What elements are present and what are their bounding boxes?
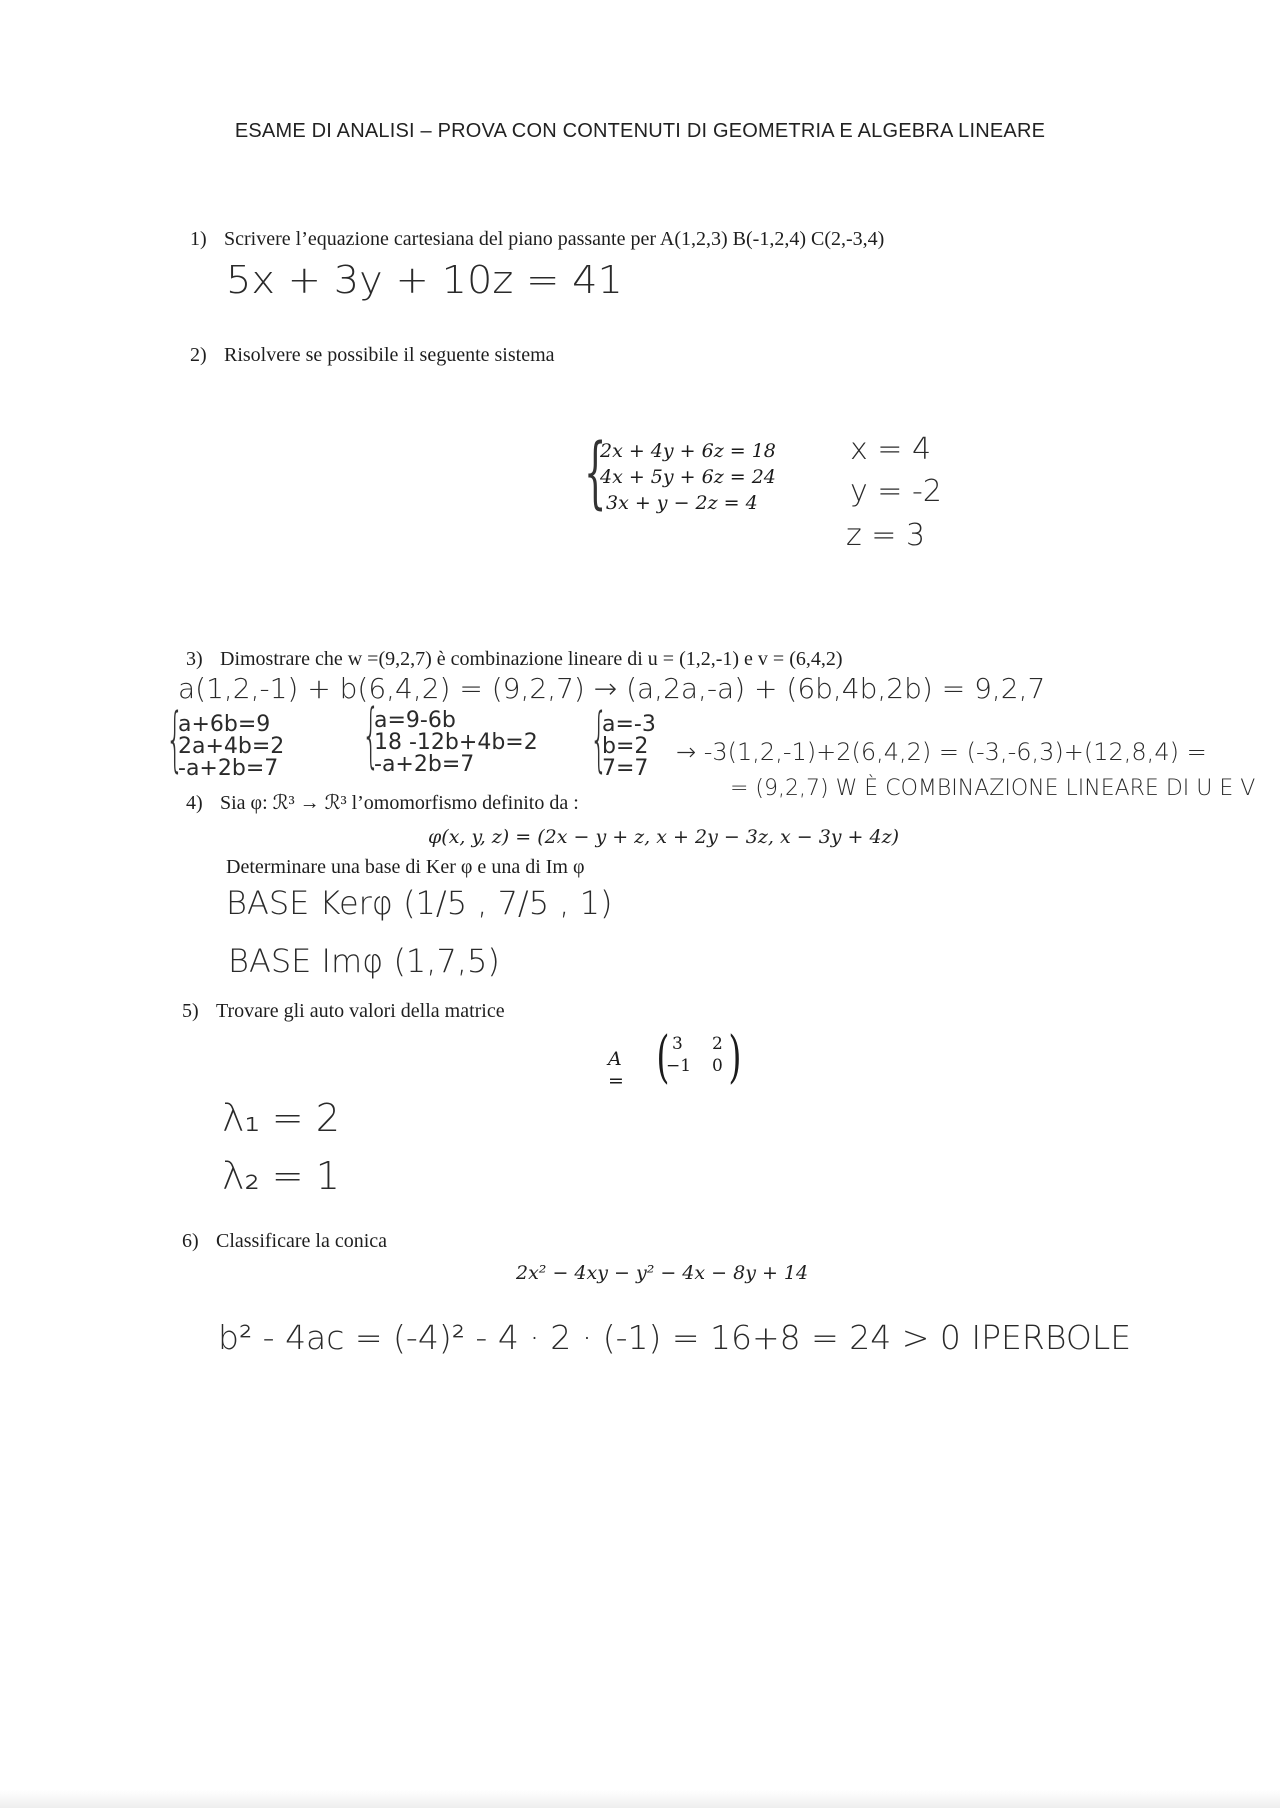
matrix-cell: 0 bbox=[712, 1056, 723, 1076]
answer-5-eigenvalue-1: λ₁ = 2 bbox=[222, 1096, 340, 1140]
answer-2-z: z = 3 bbox=[846, 518, 926, 553]
matrix-cell: 3 bbox=[672, 1034, 683, 1054]
question-4-text-2: Determinare una base di Ker φ e una di Im φ bbox=[226, 856, 585, 878]
system-brace: { bbox=[584, 428, 607, 518]
answer-4-kernel: BASE Kerφ (1/5 , 7/5 , 1) bbox=[226, 884, 613, 922]
question-text: Scrivere l’equazione cartesiana del piano passante per A(1,2,3) B(-1,2,4) C(2,-3,4) bbox=[224, 228, 885, 250]
answer-3-line-1: a(1,2,-1) + b(6,4,2) = (9,2,7) → (a,2a,-a) + (6b,4b,2b) = 9,2,7 bbox=[178, 672, 1046, 705]
question-text: Dimostrare che w =(9,2,7) è combinazione lineare di u = (1,2,-1) e v = (6,4,2) bbox=[220, 648, 843, 670]
system-line: 18 -12b+4b=2 bbox=[374, 730, 538, 755]
answer-3-line-3: = (9,2,7) W È COMBINAZIONE LINEARE DI U E V bbox=[730, 776, 1256, 801]
matrix-cell: −1 bbox=[666, 1056, 692, 1076]
question-text: Classificare la conica bbox=[216, 1230, 388, 1252]
answer-6: b² - 4ac = (-4)² - 4 · 2 · (-1) = 16+8 = 24 > 0 IPERBOLE bbox=[218, 1318, 1132, 1357]
question-number: 5) bbox=[182, 1000, 199, 1022]
question-number: 1) bbox=[190, 228, 207, 250]
system-equation: 3x + y − 2z = 4 bbox=[606, 492, 758, 514]
system-brace: { bbox=[362, 694, 380, 776]
conic-formula: 2x² − 4xy − y² − 4x − 8y + 14 bbox=[516, 1262, 809, 1284]
answer-2-x: x = 4 bbox=[850, 432, 932, 467]
system-equation: 2x + 4y + 6z = 18 bbox=[600, 440, 776, 462]
system-brace: { bbox=[166, 698, 184, 780]
scan-edge bbox=[0, 1790, 1280, 1808]
question-3 bbox=[186, 648, 843, 671]
system-line: a+6b=9 bbox=[178, 712, 271, 737]
homomorphism-formula: φ(x, y, z) = (2x − y + z, x + 2y − 3z, x − 3y + 4z) bbox=[428, 826, 900, 848]
page-title: ESAME DI ANALISI – PROVA CON CONTENUTI DI GEOMETRIA E ALGEBRA LINEARE bbox=[234, 120, 1046, 142]
question-number: 2) bbox=[190, 344, 207, 366]
question-4 bbox=[186, 790, 579, 815]
answer-1: 5x + 3y + 10z = 41 bbox=[226, 258, 623, 302]
question-2 bbox=[190, 344, 555, 367]
matrix-left-paren: ( bbox=[656, 1025, 670, 1090]
question-number: 6) bbox=[182, 1230, 199, 1252]
system-line: -a+2b=7 bbox=[374, 752, 475, 777]
question-number: 4) bbox=[186, 792, 203, 814]
system-line: a=9-6b bbox=[374, 708, 456, 733]
question-6 bbox=[182, 1230, 387, 1253]
answer-2-y: y = -2 bbox=[850, 474, 942, 509]
system-brace: { bbox=[590, 698, 608, 780]
system-line: 2a+4b=2 bbox=[178, 734, 285, 759]
answer-3-line-2: → -3(1,2,-1)+2(6,4,2) = (-3,-6,3)+(12,8,4) = bbox=[676, 738, 1207, 766]
question-5 bbox=[182, 1000, 505, 1023]
question-number: 3) bbox=[186, 648, 203, 670]
question-1 bbox=[190, 228, 884, 251]
matrix-right-paren: ) bbox=[728, 1025, 742, 1090]
question-text: Sia φ: ℛ³ → ℛ³ l’omomorfismo definito da : bbox=[220, 792, 579, 814]
system-line: a=-3 bbox=[602, 712, 656, 737]
system-line: 7=7 bbox=[602, 756, 649, 781]
answer-5-eigenvalue-2: λ₂ = 1 bbox=[222, 1154, 340, 1198]
question-text: Risolvere se possibile il seguente sistema bbox=[224, 344, 555, 366]
answer-4-image: BASE Imφ (1,7,5) bbox=[228, 942, 500, 980]
system-equation: 4x + 5y + 6z = 24 bbox=[600, 466, 776, 488]
system-line: -a+2b=7 bbox=[178, 756, 279, 781]
matrix-label: A = bbox=[608, 1048, 624, 1092]
question-text: Trovare gli auto valori della matrice bbox=[216, 1000, 505, 1022]
matrix-cell: 2 bbox=[712, 1034, 723, 1054]
system-line: b=2 bbox=[602, 734, 649, 759]
